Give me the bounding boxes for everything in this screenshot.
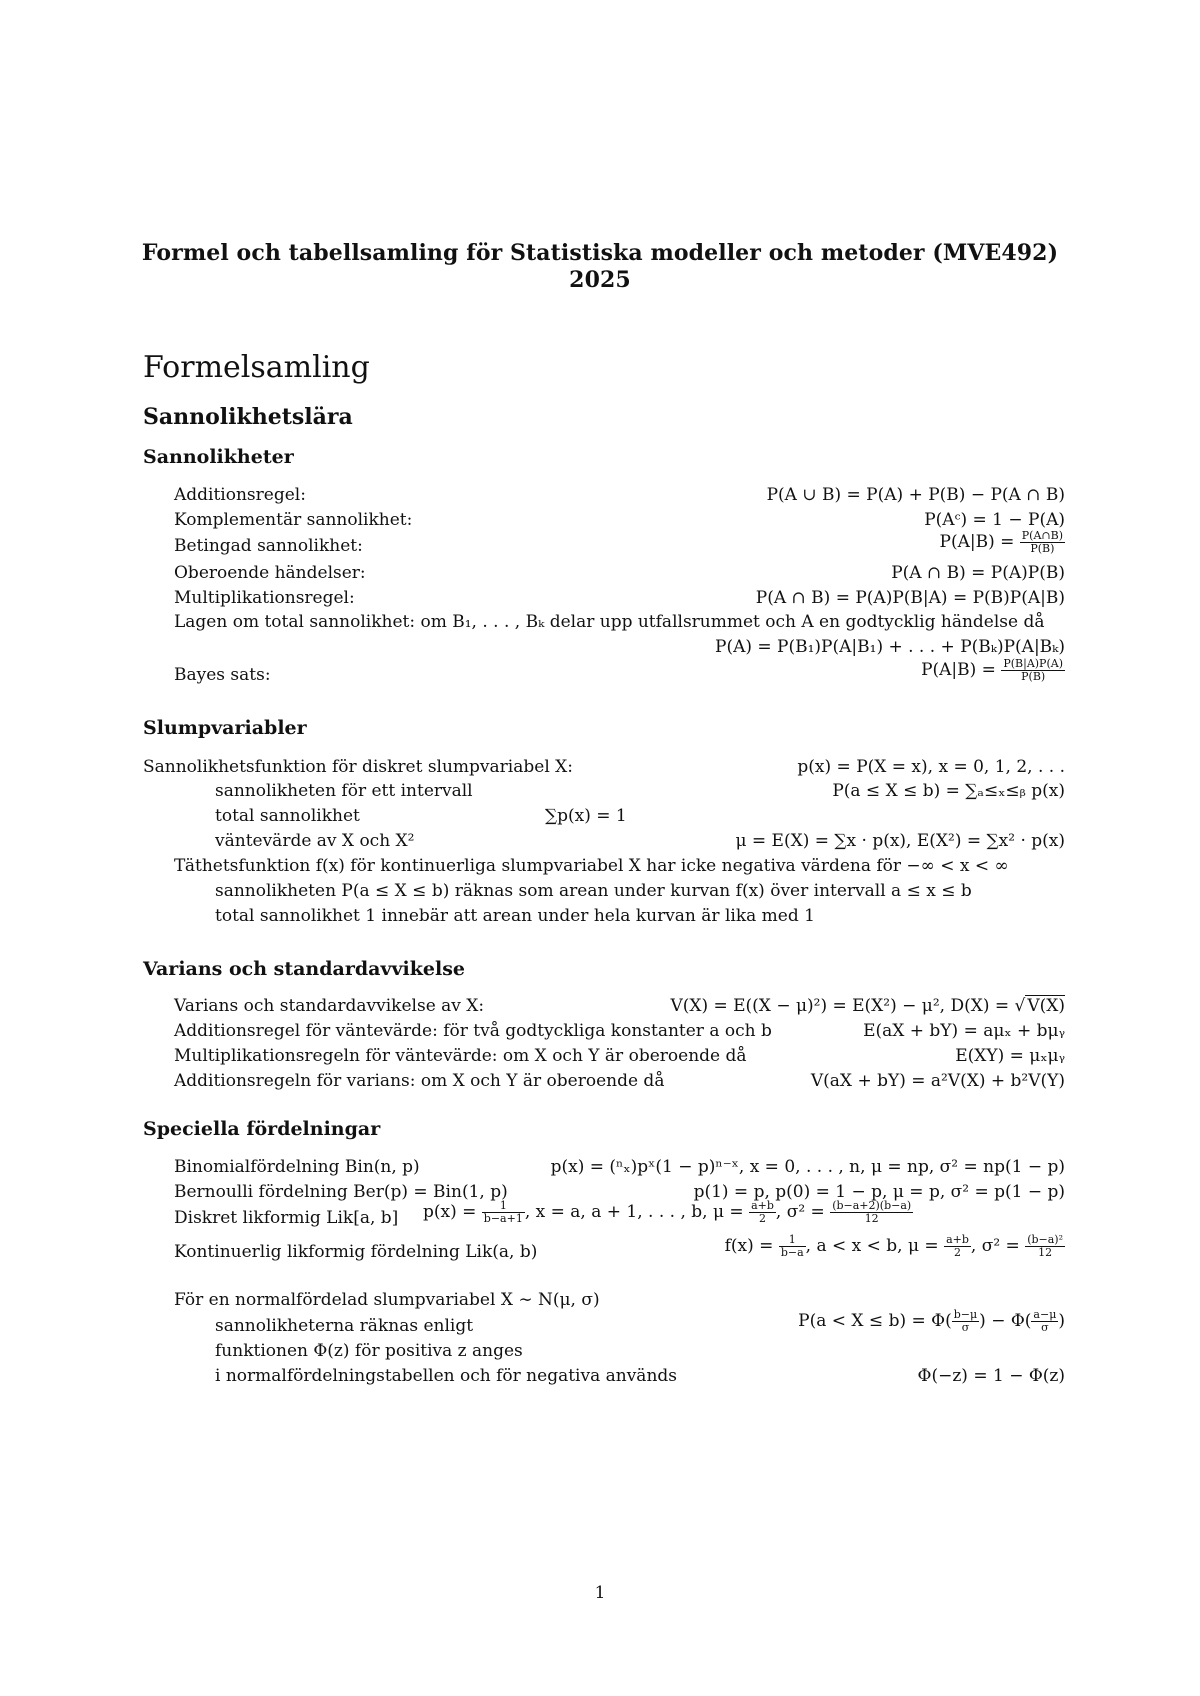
formula-lhs: P(A|B) = bbox=[921, 660, 996, 680]
fraction-denominator: P(B) bbox=[1021, 670, 1046, 683]
formula-text: , a < x < b, μ = bbox=[805, 1236, 939, 1256]
continuous-uniform-label: Kontinuerlig likformig fördelning Lik(a, b) bbox=[174, 1242, 538, 1262]
fraction bbox=[749, 1200, 776, 1225]
fraction bbox=[1001, 658, 1065, 683]
fraction-numerator: 1 bbox=[482, 1200, 525, 1213]
fraction-numerator: P(A∩B) bbox=[1021, 529, 1063, 542]
discrete-uniform-formula bbox=[423, 1200, 913, 1225]
fraction-denominator: b−a bbox=[780, 1246, 804, 1259]
normal-prob-label: sannolikheterna räknas enligt bbox=[215, 1316, 474, 1336]
section-prob-subtitle: Sannolikheter bbox=[143, 446, 294, 468]
fraction-numerator: b−μ bbox=[953, 1308, 978, 1321]
normal-line: För en normalfördelad slumpvariabel X ∼ N(μ, σ) bbox=[174, 1290, 600, 1310]
prob-row-formula: P(A ∩ B) = P(A)P(B) bbox=[891, 563, 1065, 583]
section-prob-title: Sannolikhetslära bbox=[143, 404, 353, 430]
interval-label: sannolikheten för ett intervall bbox=[215, 781, 473, 801]
binomial-formula: p(x) = (ⁿₓ)pˣ(1 − p)ⁿ⁻ˣ, x = 0, . . . , n, μ = np, σ² = np(1 − p) bbox=[550, 1157, 1065, 1177]
discrete-uniform-label: Diskret likformig Lik[a, b] bbox=[174, 1208, 399, 1228]
prob-row-formula: P(A ∪ B) = P(A) + P(B) − P(A ∩ B) bbox=[766, 485, 1065, 505]
formula-lhs: P(A|B) = bbox=[939, 532, 1015, 552]
fraction-numerator: a+b bbox=[751, 1199, 774, 1212]
total-probability-formula: ∑p(x) = 1 bbox=[545, 806, 627, 826]
pmf-formula: p(x) = P(X = x), x = 0, 1, 2, . . . bbox=[797, 757, 1065, 777]
formula-text: V(X) = E((X − μ)²) = E(X²) − μ², D(X) = √ bbox=[670, 996, 1026, 1016]
interval-formula: P(a ≤ X ≤ b) = ∑ₐ≤ₓ≤ᵦ p(x) bbox=[832, 781, 1065, 801]
fraction bbox=[779, 1234, 806, 1259]
table-label: i normalfördelningstabellen och för negativa används bbox=[215, 1366, 677, 1386]
section-rv-title: Slumpvariabler bbox=[143, 717, 307, 739]
fraction-numerator: (b−a+2)(b−a) bbox=[832, 1199, 912, 1212]
var-row-formula: E(XY) = μₓμᵧ bbox=[955, 1046, 1065, 1066]
continuous-uniform-formula bbox=[725, 1234, 1065, 1259]
fraction-denominator: 2 bbox=[953, 1246, 961, 1259]
pdf-line: Täthetsfunktion f(x) för kontinuerliga slumpvariabel X har icke negativa värdena för −∞ < x < ∞ bbox=[174, 856, 1009, 876]
var-row-label: Additionsregel för väntevärde: för två godtyckliga konstanter a och b bbox=[174, 1021, 772, 1041]
formula-text: ) − Φ( bbox=[979, 1311, 1032, 1331]
section-var-title: Varians och standardavvikelse bbox=[143, 958, 465, 980]
formula-text: P(a < X ≤ b) = Φ( bbox=[798, 1311, 952, 1331]
var-row-formula: E(aX + bY) = aμₓ + bμᵧ bbox=[863, 1021, 1065, 1041]
fraction-numerator: 1 bbox=[779, 1234, 806, 1247]
fraction-denominator: 12 bbox=[864, 1212, 879, 1225]
document-title-line1: Formel och tabellsamling för Statistiska modeller och metoder (MVE492) bbox=[141, 240, 1059, 266]
var-row-label: Varians och standardavvikelse av X: bbox=[174, 996, 485, 1016]
total-probability-label: total sannolikhet bbox=[215, 806, 360, 826]
bernoulli-formula: p(1) = p, p(0) = 1 − p, μ = p, σ² = p(1 − p) bbox=[693, 1182, 1065, 1202]
prob-row-label: Additionsregel: bbox=[174, 485, 306, 505]
normal-prob-formula bbox=[798, 1309, 1065, 1334]
binomial-label: Binomialfördelning Bin(n, p) bbox=[174, 1157, 420, 1177]
document-title-line2: 2025 bbox=[569, 267, 631, 293]
bayes-label: Bayes sats: bbox=[174, 665, 271, 685]
fraction bbox=[1031, 1309, 1058, 1334]
formula-text: , x = a, a + 1, . . . , b, μ = bbox=[524, 1202, 744, 1222]
formula-text: , σ² = bbox=[970, 1236, 1020, 1256]
var-row-formula: V(aX + bY) = a²V(X) + b²V(Y) bbox=[810, 1071, 1065, 1091]
pdf-area-line: sannolikheten P(a ≤ X ≤ b) räknas som arean under kurvan f(x) över intervall a ≤ x ≤ b bbox=[215, 881, 972, 901]
fraction-numerator: P(B|A)P(A) bbox=[1003, 657, 1063, 670]
var-row-label: Additionsregeln för varians: om X och Y är oberoende då bbox=[174, 1071, 665, 1091]
prob-row-label: Betingad sannolikhet: bbox=[174, 536, 363, 556]
sqrt-argument: V(X) bbox=[1027, 996, 1065, 1016]
formula-text: f(x) = bbox=[724, 1236, 774, 1256]
bernoulli-label: Bernoulli fördelning Ber(p) = Bin(1, p) bbox=[174, 1182, 508, 1202]
fraction-denominator: 12 bbox=[1038, 1246, 1053, 1259]
prob-row-label: Oberoende händelser: bbox=[174, 563, 366, 583]
fraction-denominator: 2 bbox=[758, 1212, 766, 1225]
fraction bbox=[952, 1309, 979, 1334]
formula-text: p(x) = bbox=[423, 1202, 477, 1222]
fraction bbox=[944, 1234, 971, 1259]
prob-row-formula: P(Aᶜ) = 1 − P(A) bbox=[924, 510, 1065, 530]
total-probability-formula: P(A) = P(B₁)P(A|B₁) + . . . + P(Bₖ)P(A|Bₖ) bbox=[715, 637, 1065, 657]
formula-text: ) bbox=[1058, 1311, 1065, 1331]
section-dist-title: Speciella fördelningar bbox=[143, 1118, 381, 1140]
fraction-numerator: (b−a)² bbox=[1027, 1233, 1063, 1246]
total-probability-label: Lagen om total sannolikhet: om B₁, . . . , Bₖ delar upp utfallsrummet och A en godtycklig händelse då bbox=[174, 612, 1045, 632]
table-formula: Φ(−z) = 1 − Φ(z) bbox=[917, 1366, 1065, 1386]
main-heading: Formelsamling bbox=[143, 350, 370, 385]
fraction-denominator: b−a+1 bbox=[483, 1212, 523, 1225]
variance-formula bbox=[670, 996, 1065, 1016]
conditional-formula bbox=[940, 530, 1066, 555]
var-row-label: Multiplikationsregeln för väntevärde: om X och Y är oberoende då bbox=[174, 1046, 747, 1066]
phi-label: funktionen Φ(z) för positiva z anges bbox=[215, 1341, 523, 1361]
fraction bbox=[482, 1200, 525, 1225]
expected-value-label: väntevärde av X och X² bbox=[215, 831, 415, 851]
pmf-label: Sannolikhetsfunktion för diskret slumpvariabel X: bbox=[143, 757, 573, 777]
bayes-formula bbox=[921, 658, 1065, 683]
prob-row-formula: P(A ∩ B) = P(A)P(B|A) = P(B)P(A|B) bbox=[755, 588, 1065, 608]
fraction-numerator: a+b bbox=[946, 1233, 969, 1246]
pdf-total-line: total sannolikhet 1 innebär att arean under hela kurvan är lika med 1 bbox=[215, 906, 815, 926]
fraction-denominator: σ bbox=[961, 1321, 970, 1334]
fraction-denominator: P(B) bbox=[1030, 542, 1055, 555]
fraction-denominator: σ bbox=[1041, 1321, 1049, 1334]
fraction bbox=[1020, 530, 1065, 555]
prob-row-label: Multiplikationsregel: bbox=[174, 588, 355, 608]
formula-text: , σ² = bbox=[775, 1202, 825, 1222]
fraction bbox=[1025, 1234, 1065, 1259]
expected-value-formula: μ = E(X) = ∑x · p(x), E(X²) = ∑x² · p(x) bbox=[735, 831, 1065, 851]
fraction bbox=[830, 1200, 913, 1225]
fraction-numerator: a−μ bbox=[1033, 1308, 1057, 1321]
page-number: 1 bbox=[594, 1583, 606, 1603]
prob-row-label: Komplementär sannolikhet: bbox=[174, 510, 413, 530]
